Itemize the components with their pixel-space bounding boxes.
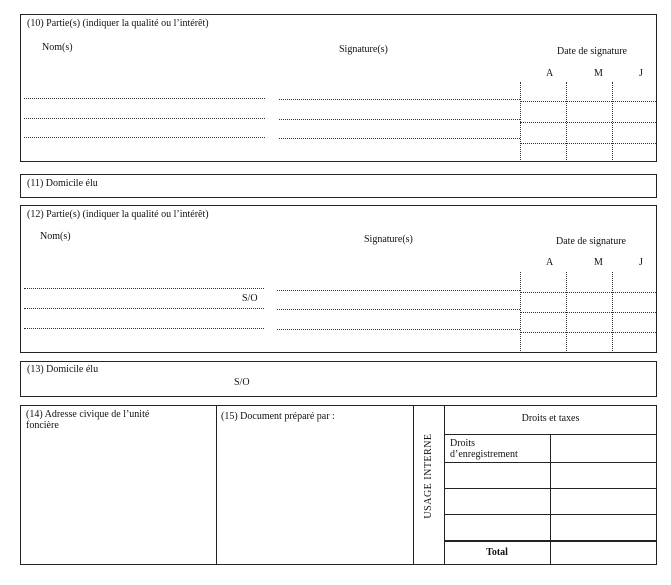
section-10-date-col-line [520, 82, 521, 162]
section-11-title: (11) Domicile élu [27, 178, 98, 189]
section-10-date-col-line [612, 82, 613, 162]
fees-total-label: Total [486, 547, 508, 558]
divider-14-15 [216, 405, 217, 565]
section-10-date-row-line [520, 143, 656, 144]
section-12-name-line[interactable] [24, 288, 264, 289]
section-12-date-row-line [520, 332, 656, 333]
section-10-date-col-line [566, 82, 567, 162]
section-12-date-col-line [520, 272, 521, 353]
internal-usage-label: USAGE INTERNE [423, 433, 434, 519]
section-12-date-col-line [612, 272, 613, 353]
section-12-signature-line[interactable] [277, 329, 520, 330]
section-12-name-value: S/O [242, 293, 258, 304]
section-13-value: S/O [234, 377, 250, 388]
section-10-signatures-header: Signature(s) [339, 44, 388, 55]
section-12-signatures-header: Signature(s) [364, 234, 413, 245]
section-12-name-line[interactable] [24, 308, 264, 309]
divider-15-internal [413, 405, 414, 565]
section-12-signature-line[interactable] [277, 290, 520, 291]
section-12-names-header: Nom(s) [40, 231, 71, 242]
section-13-title: (13) Domicile élu [27, 364, 99, 375]
fees-registration-label: Droits [450, 438, 475, 449]
fees-total-rule [444, 540, 657, 542]
section-12-year-header: A [546, 257, 554, 268]
section-12-date-col-line [566, 272, 567, 353]
section-12-date-row-line [520, 312, 656, 313]
section-10-title: (10) Partie(s) (indiquer la qualité ou l’intérêt) [27, 18, 209, 29]
section-12-signature-line[interactable] [277, 309, 520, 310]
fees-registration-label-cont: d’enregistrement [450, 449, 518, 460]
section-12-title: (12) Partie(s) (indiquer la qualité ou l’intérêt) [27, 209, 209, 220]
section-11-domicile-box [20, 174, 657, 198]
section-10-date-row-line [520, 101, 656, 102]
section-10-name-line[interactable] [24, 137, 265, 138]
section-12-day-header: J [639, 257, 643, 268]
fees-row-rule [444, 462, 657, 463]
section-10-month-header: M [594, 68, 603, 79]
section-10-names-header: Nom(s) [42, 42, 73, 53]
section-13-domicile-box [20, 361, 657, 397]
section-10-parties-box [20, 14, 657, 162]
section-10-signature-line[interactable] [279, 99, 520, 100]
section-10-signature-line[interactable] [279, 119, 520, 120]
fees-title: Droits et taxes [521, 413, 580, 424]
section-10-year-header: A [546, 68, 554, 79]
section-10-name-line[interactable] [24, 118, 265, 119]
section-12-date-row-line [520, 292, 656, 293]
fees-row-rule [444, 488, 657, 489]
section-15-title: (15) Document préparé par : [221, 411, 335, 422]
section-12-parties-box [20, 205, 657, 353]
section-12-name-line[interactable] [24, 328, 264, 329]
section-10-signature-line[interactable] [279, 138, 520, 139]
section-10-name-line[interactable] [24, 98, 265, 99]
fees-row-rule [444, 514, 657, 515]
section-10-day-header: J [639, 68, 643, 79]
fees-col-divider [550, 434, 551, 565]
section-12-date-header: Date de signature [556, 236, 626, 247]
section-12-month-header: M [594, 257, 603, 268]
section-14-title: (14) Adresse civique de l’unité [26, 409, 150, 420]
section-14-title-cont: foncière [26, 420, 59, 431]
section-10-date-header: Date de signature [557, 46, 627, 57]
section-10-date-row-line [520, 122, 656, 123]
